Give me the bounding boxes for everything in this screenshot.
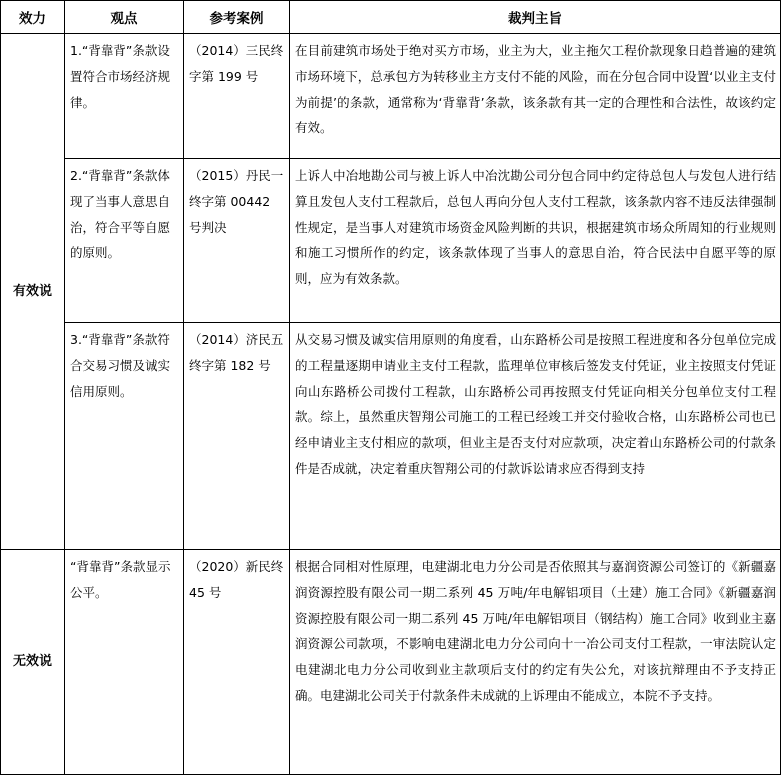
header-viewpoint: 观点 <box>65 1 184 34</box>
viewpoint-cell: 2.“背靠背”条款体现了当事人意思自治，符合平等自愿的原则。 <box>65 159 184 323</box>
table-row <box>1 159 781 323</box>
header-effect: 效力 <box>1 1 65 34</box>
ruling-gist-cell: 在目前建筑市场处于绝对买方市场，业主为大，业主拖欠工程价款现象日趋普遍的建筑市场环境下，总承包方为转移业主方支付不能的风险，而在分包合同中设置‘以业主支付为前提’的条款，通常称为‘背靠背’条款，该条款有其一定的合理性和合法性，故该约定有效。 <box>290 34 781 159</box>
effect-valid-cell: 有效说 <box>1 34 65 550</box>
ruling-gist-cell: 从交易习惯及诚实信用原则的角度看，山东路桥公司是按照工程进度和各分包单位完成的工程量逐期申请业主支付工程款，监理单位审核后签发支付凭证，业主按照支付凭证向山东路桥公司拨付工程款，山东路桥公司再按照支付凭证向相关分包单位支付工程款。综上，虽然重庆智翔公司施工的工程已经竣工并交付验收合格，山东路桥公司也已经申请业主支付相应的款项，但业主是否支付对应款项，决定着山东路桥公司的付款条件是否成就，决定着重庆智翔公司的付款诉讼请求应否得到支持 <box>290 323 781 550</box>
table-row <box>1 34 781 159</box>
table-row <box>1 323 781 550</box>
viewpoint-cell: 3.“背靠背”条款符合交易习惯及诚实信用原则。 <box>65 323 184 550</box>
viewpoint-cell: “背靠背”条款显示公平。 <box>65 550 184 775</box>
ruling-gist-cell: 上诉人中冶地勘公司与被上诉人中冶沈勘公司分包合同中约定待总包人与发包人进行结算且发包人支付工程款后，总包人再向分包人支付工程款，该条款内容不违反法律强制性规定，是当事人对建筑市场资金风险判断的共识，根据建筑市场众所周知的行业规则和施工习惯所作的约定，该条款体现了当事人的意思自治，符合民法中自愿平等的原则，应为有效条款。 <box>290 159 781 323</box>
reference-case-cell: （2014）济民五终字第 182 号 <box>184 323 290 550</box>
ruling-gist-cell: 根据合同相对性原理，电建湖北电力分公司是否依照其与嘉润资源公司签订的《新疆嘉润资源控股有限公司一期二系列 45 万吨/年电解铝项目（土建）施工合同》《新疆嘉润资源控股有限公司一期二系列 45 万吨/年电解铝项目（钢结构）施工合同》收到业主嘉润资源公司款项，不影响电建湖北电力分公司向十一冶公司支付工程款，一审法院认定电建湖北电力分公司收到业主款项后支付的约定有失公允，对该抗辩理由不予支持正确。电建湖北公司关于付款条件未成就的上诉理由不能成立，本院不予支持。 <box>290 550 781 775</box>
reference-case-cell: （2015）丹民一终字第 00442 号判决 <box>184 159 290 323</box>
viewpoint-cell: 1.“背靠背”条款设置符合市场经济规律。 <box>65 34 184 159</box>
header-reference-case: 参考案例 <box>184 1 290 34</box>
reference-case-cell: （2020）新民终 45 号 <box>184 550 290 775</box>
header-ruling-gist: 裁判主旨 <box>290 1 781 34</box>
table-header-row <box>1 1 781 34</box>
effect-invalid-cell: 无效说 <box>1 550 65 775</box>
table-row <box>1 550 781 775</box>
reference-case-cell: （2014）三民终字第 199 号 <box>184 34 290 159</box>
